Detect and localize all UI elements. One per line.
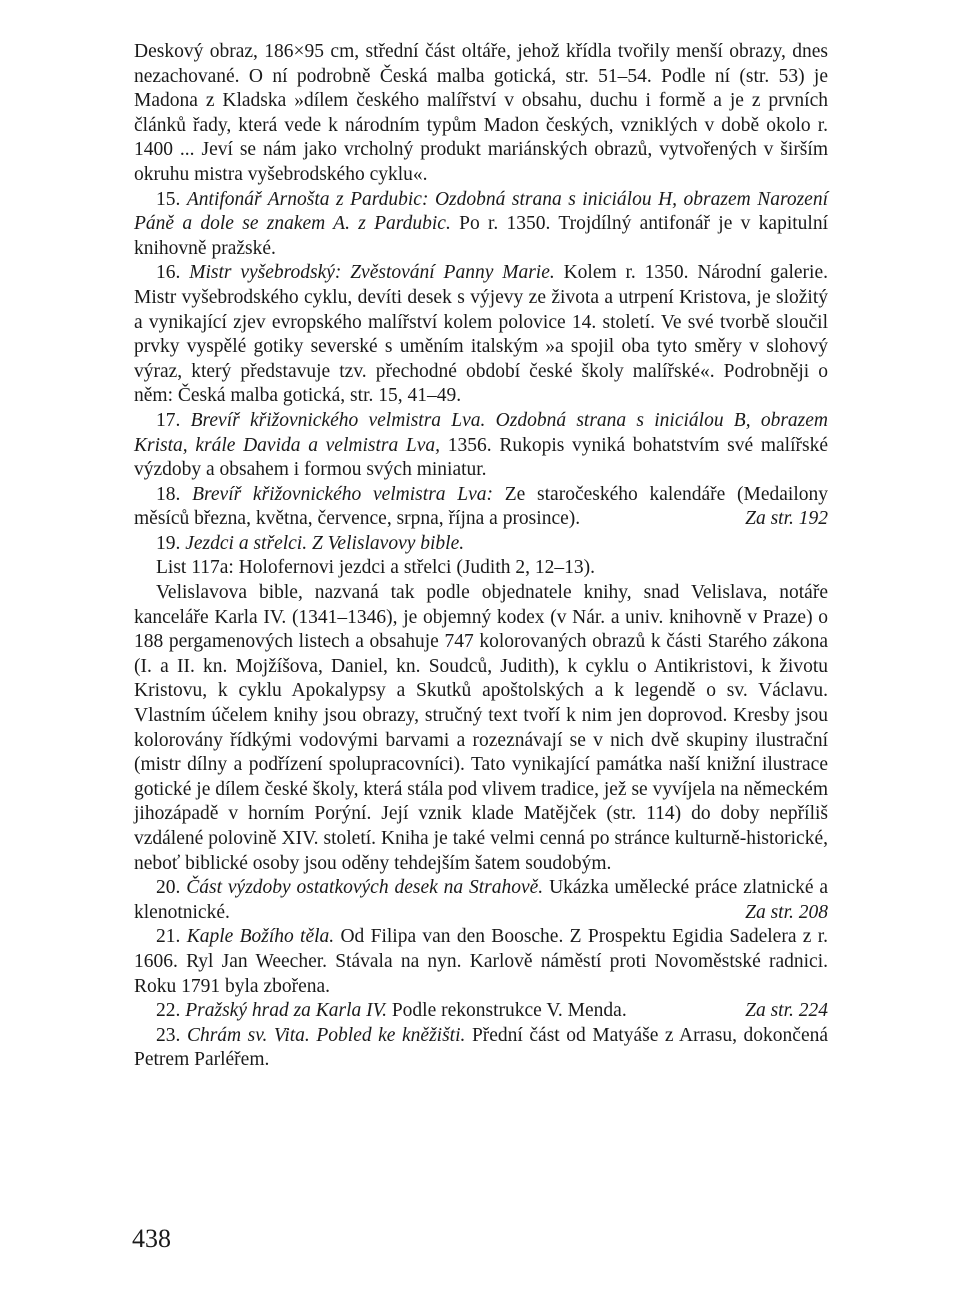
entry-title: Pražský hrad za Karla IV.: [185, 1000, 387, 1022]
entry-text: Přední část od Matyáše z Arrasu, dokončená Petrem Parléřem.: [134, 1024, 829, 1071]
entry-text: Od Filipa van den Boosche. Z Prospektu Egidia Sadelera z r. 1606. Ryl Jan Weecher. Stávala na nyn. Karlově náměstí proti Novoměstské radnici. Roku 1791 byla zbořena.: [134, 926, 829, 997]
page-number: 438: [132, 1224, 171, 1253]
entry-title: Brevíř křižovnického velmistra Lva. Ozdobná strana s iniciálou B, obrazem Krista, krále Davida a velmistra Lva,: [134, 409, 829, 456]
entry-19-body: Velislavova bible, nazvaná tak podle objednatele knihy, snad Velislava, notáře kanceláře Karla IV. (1341–1346), je objemný kodex (v Nár. a univ. knihovně v Praze) o 188 pergamenových listech a obsahuje 747 kolorovaných obrazů k části Starého zákona (I. a II. kn. Mojžíšova, Daniel, kn. Soudců, Judith), k cyklu o Antikristovi, k životu Kristovu, k cyklu Apokalypsy a Skutků apoštolských a k legendě o sv. Václavu. Vlastním účelem knihy jsou obrazy, stručný text tvoří k nim jen doprovod. Kresby jsou kolorovány řídkými vodovými barvami a rozeznávají se v nich dvě skupiny ilustrační (mistr dílny a podřízení spolupracovníci). Tato vynikající památka naší knižní ilustrace gotické je dílem české školy, která stála pod vlivem tradice, jež se vyvíjela na německém jihozápadě v horním Porýní. Její vznik klade Matějček (str. 114) do doby nepříliš vzdálené polovině XIV. století. Kniha je také velmi cenná po stránce kulturně-historické, neboť biblické osoby jsou oděny tehdejším šatem soudobým.: [134, 582, 828, 874]
entry-title: Kaple Božího těla.: [186, 926, 335, 948]
intro-paragraph: Deskový obraz, 186×95 cm, střední část oltáře, jehož křídla tvořily menší obrazy, dnes nezachované. O ní podrobně Česká malba gotická, str. 51–54. Podle ní (str. 53) je Madona z Kladska »dílem českého malířství v obsahu, duchu i formě a je z prvních článků řady, která vede k národním typům Madon českých, vzniklých v době okolo r. 1400 ... Jeví se nám jako vrcholný produkt mariánských obrazů, vytvořených v širším okruhu mistra vyšebrodského cyklu«.: [134, 41, 828, 185]
entry-21: [134, 925, 828, 999]
entry-text: Kolem r. 1350. Národní galerie. Mistr vyšebrodského cyklu, devíti desek s výjevy ze života a utrpení Kristova, je složitý a vynikající zjev evropského malířství kolem polovice 14. století. Ve své tvorbě sloučil prvky vyspělé gotiky severské s uměním italským »a spojil oba tyto směry v slohový výraz, který představuje tzv. přechodné období české školy malířské«. Podrobněji o něm: Česká malba gotická, str. 15, 41–49.: [134, 262, 828, 407]
page-body: [134, 40, 828, 1073]
entry-19-subtitle: List 117a: Holofernovi jezdci a střelci (Judith 2, 12–13).: [156, 557, 596, 579]
page-reference: Za str. 192: [745, 508, 828, 530]
entry-22: [134, 999, 828, 1024]
entry-number: 18.: [156, 483, 181, 505]
entry-number: 17.: [156, 409, 181, 431]
entry-number: 23.: [156, 1024, 181, 1046]
entry-title: Antifonář Arnošta z Pardubic: Ozdobná strana s iniciálou H, obrazem Narození Páně a dole se znakem A. z Pardubic.: [134, 188, 828, 235]
entry-number: 22.: [156, 1000, 181, 1022]
entry-text: Ze staročeského kalendáře (Medailony měsíců března, května, července, srpna, října a prosince).: [134, 483, 828, 530]
entry-15: [134, 188, 828, 262]
entry-title: Mistr vyšebrodský: Zvěstování Panny Marie.: [189, 262, 555, 284]
entry-text: Podle rekonstrukce V. Menda.: [391, 1000, 627, 1022]
entry-23: [134, 1024, 828, 1073]
page-reference: Za str. 224: [745, 1000, 828, 1022]
entry-number: 16.: [156, 262, 181, 284]
entry-17: [134, 409, 828, 483]
entry-16: [134, 261, 828, 409]
entry-20: [134, 876, 828, 925]
entry-title: Brevíř křižovnického velmistra Lva:: [192, 483, 494, 505]
entry-title: Jezdci a střelci. Z Velislavovy bible.: [185, 532, 465, 554]
entry-text: 1356. Rukopis vyniká bohatstvím své malířské výzdoby a obsahem i formou svých miniatur.: [134, 434, 828, 481]
entry-text: Po r. 1350. Trojdílný antifonář je v kapitulní knihovně pražské.: [134, 213, 828, 259]
entry-number: 15.: [156, 188, 181, 210]
entry-number: 21.: [156, 926, 181, 948]
entry-title: Chrám sv. Vita. Pobled ke kněžišti.: [186, 1024, 466, 1046]
entry-number: 19.: [156, 532, 181, 554]
page-reference: Za str. 208: [745, 901, 828, 923]
entry-19: [134, 532, 828, 557]
entry-number: 20.: [156, 877, 181, 899]
entry-18: [134, 483, 828, 532]
entry-text: Ukázka umělecké práce zlatnické a klenotnické.: [134, 877, 829, 923]
entry-title: Část výzdoby ostatkových desek na Strahově.: [186, 877, 544, 899]
